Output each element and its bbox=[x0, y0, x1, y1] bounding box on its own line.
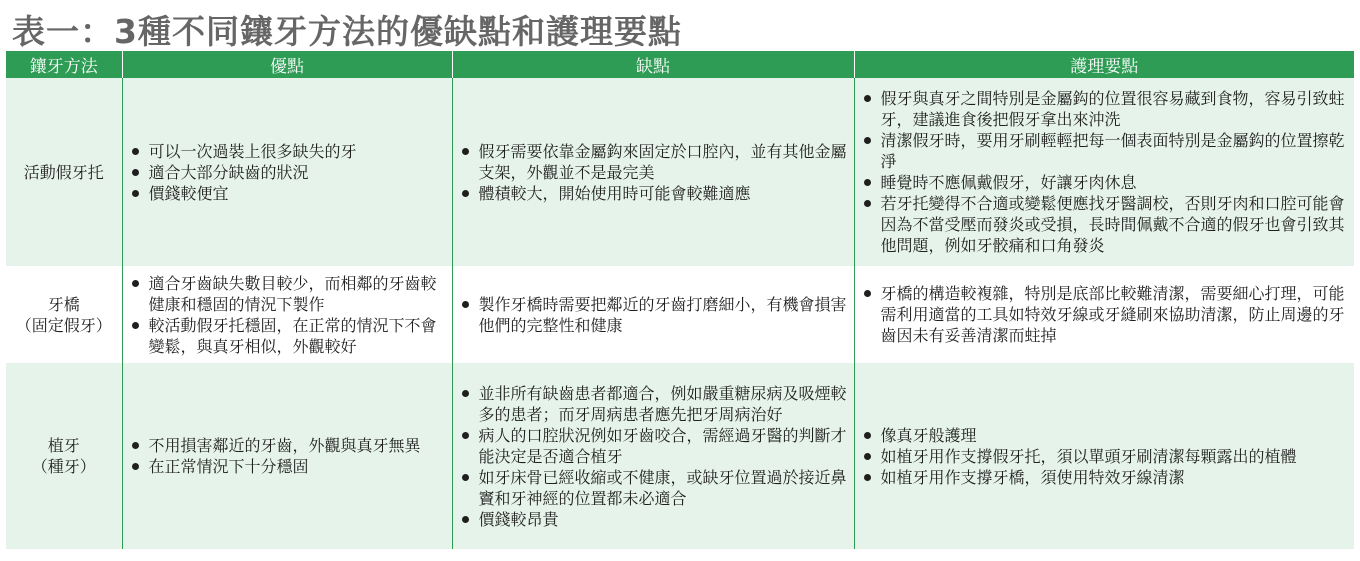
header-pros: 優點 bbox=[122, 51, 452, 78]
care-list bbox=[861, 425, 1349, 488]
method-subname: （固定假牙） bbox=[15, 315, 112, 335]
list-item: 價錢較便宜 bbox=[129, 183, 446, 204]
cons-list bbox=[459, 141, 848, 204]
list-item: 較活動假牙托穩固，在正常的情況下不會變鬆，與真牙相似，外觀較好 bbox=[129, 315, 446, 357]
list-item: 體積較大，開始使用時可能會較難適應 bbox=[459, 183, 848, 204]
header-care: 護理要點 bbox=[854, 51, 1354, 78]
cons-cell bbox=[452, 363, 854, 549]
list-item: 假牙需要依靠金屬鈎來固定於口腔內，並有其他金屬支架，外觀並不是最完美 bbox=[459, 141, 848, 183]
header-cons: 缺點 bbox=[452, 51, 854, 78]
method-cell bbox=[6, 78, 122, 266]
list-item: 如牙床骨已經收縮或不健康，或缺牙位置過於接近鼻竇和牙神經的位置都未必適合 bbox=[459, 467, 848, 509]
header-row bbox=[6, 51, 1354, 78]
list-item: 適合大部分缺齒的狀況 bbox=[129, 162, 446, 183]
list-item: 在正常情況下十分穩固 bbox=[129, 456, 446, 477]
cons-list bbox=[459, 294, 848, 336]
table-row bbox=[6, 363, 1354, 549]
method-subname: （種牙） bbox=[31, 457, 96, 476]
list-item: 製作牙橋時需要把鄰近的牙齒打磨細小，有機會損害他們的完整性和健康 bbox=[459, 294, 848, 336]
list-item: 睡覺時不應佩戴假牙，好讓牙肉休息 bbox=[861, 172, 1349, 193]
table-title: 表一：3種不同鑲牙方法的優缺點和護理要點 bbox=[12, 12, 682, 51]
list-item: 適合牙齒缺失數目較少，而相鄰的牙齒較健康和穩固的情況下製作 bbox=[129, 273, 446, 315]
comparison-table bbox=[6, 51, 1354, 549]
list-item: 如植牙用作支撐牙橋，須使用特效牙線清潔 bbox=[861, 467, 1349, 488]
method-name: 植牙 bbox=[47, 436, 80, 455]
pros-cell bbox=[122, 363, 452, 549]
method-name: 牙橋 bbox=[47, 294, 80, 314]
list-item: 清潔假牙時，要用牙刷輕輕把每一個表面特別是金屬鈎的位置擦乾淨 bbox=[861, 130, 1349, 172]
table-row bbox=[6, 266, 1354, 363]
method-cell bbox=[6, 266, 122, 363]
list-item: 若牙托變得不合適或變鬆便應找牙醫調校，否則牙肉和口腔可能會因為不當受壓而發炎或受損，長時間佩戴不合適的假牙也會引致其他問題，例如牙骹痛和口角發炎 bbox=[861, 193, 1349, 256]
list-item: 像真牙般護理 bbox=[861, 425, 1349, 446]
care-list bbox=[861, 88, 1349, 256]
list-item: 可以一次過裝上很多缺失的牙 bbox=[129, 141, 446, 162]
list-item: 假牙與真牙之間特別是金屬鈎的位置很容易藏到食物，容易引致蛀牙，建議進食後把假牙拿出來沖洗 bbox=[861, 88, 1349, 130]
method-cell bbox=[6, 363, 122, 549]
pros-cell bbox=[122, 266, 452, 363]
pros-list bbox=[129, 435, 446, 477]
care-cell bbox=[854, 78, 1354, 266]
care-list bbox=[861, 283, 1349, 346]
pros-list bbox=[129, 141, 446, 204]
list-item: 價錢較昂貴 bbox=[459, 509, 848, 530]
list-item: 如植牙用作支撐假牙托，須以單頭牙刷清潔每顆露出的植體 bbox=[861, 446, 1349, 467]
header-method: 鑲牙方法 bbox=[6, 51, 122, 78]
cons-cell bbox=[452, 266, 854, 363]
list-item: 病人的口腔狀況例如牙齒咬合，需經過牙醫的判斷才能決定是否適合植牙 bbox=[459, 425, 848, 467]
list-item: 不用損害鄰近的牙齒，外觀與真牙無異 bbox=[129, 435, 446, 456]
cons-list bbox=[459, 383, 848, 530]
list-item: 並非所有缺齒患者都適合，例如嚴重糖尿病及吸煙較多的患者；而牙周病患者應先把牙周病治好 bbox=[459, 383, 848, 425]
method-name: 活動假牙托 bbox=[23, 162, 104, 182]
table-row bbox=[6, 78, 1354, 266]
list-item: 牙橋的構造較複雜，特別是底部比較難清潔，需要細心打理，可能需利用適當的工具如特效牙線或牙縫刷來協助清潔，防止周邊的牙齒因未有妥善清潔而蛀掉 bbox=[861, 283, 1349, 346]
care-cell bbox=[854, 363, 1354, 549]
pros-cell bbox=[122, 78, 452, 266]
care-cell bbox=[854, 266, 1354, 363]
cons-cell bbox=[452, 78, 854, 266]
pros-list bbox=[129, 273, 446, 357]
